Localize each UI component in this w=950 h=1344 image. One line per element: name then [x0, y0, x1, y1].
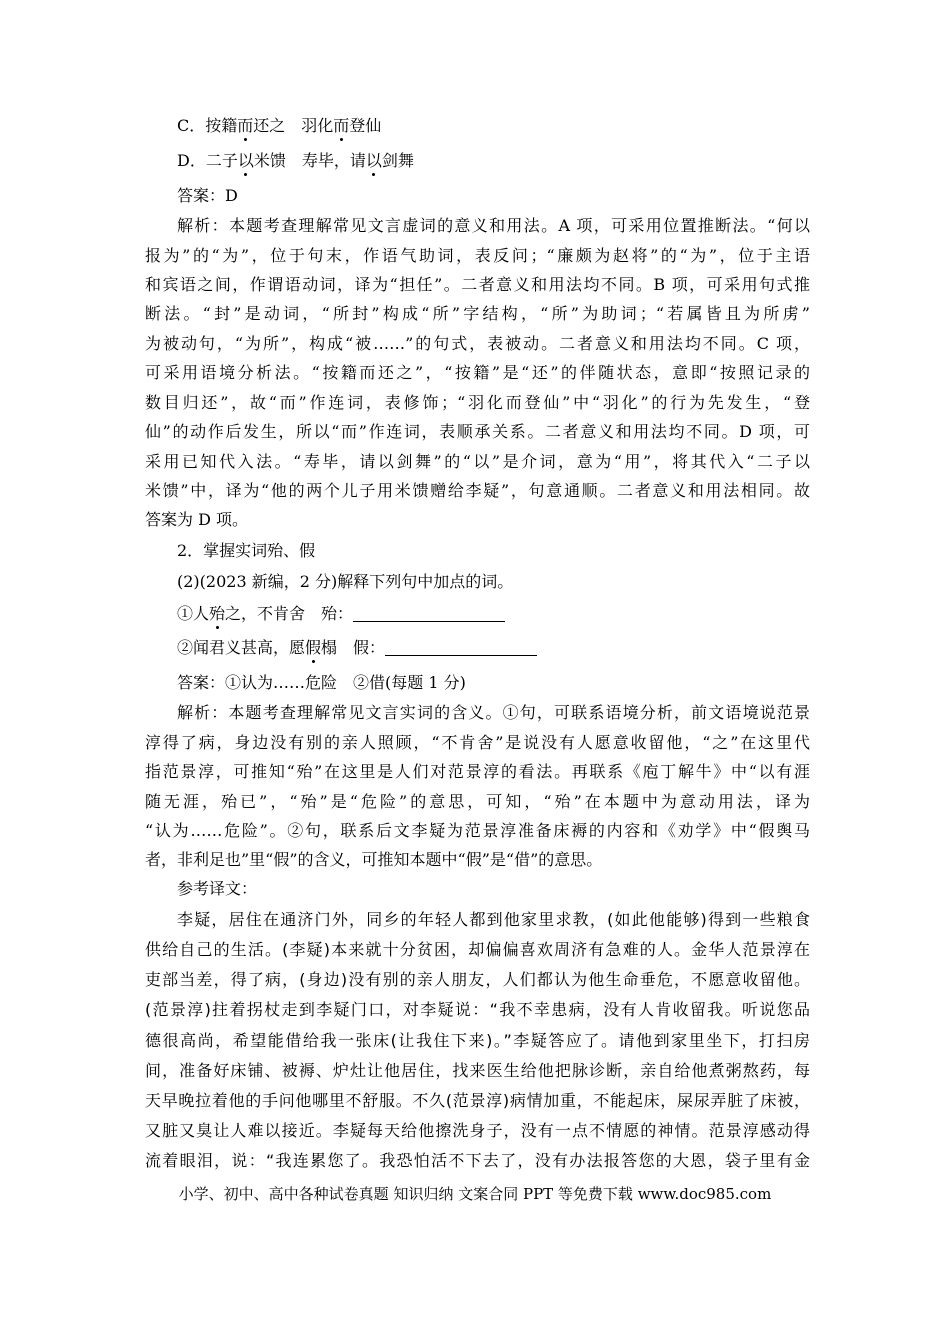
translation-line: 吏部当差，得了病，(身边)没有别的亲人朋友，人们都认为他生命垂危，不愿意收留他。: [145, 970, 810, 989]
section-2-heading: 2．掌握实词殆、假: [177, 541, 316, 560]
emphasis-dot-char: 殆: [209, 604, 226, 623]
analysis-1-line: 米馈”中，译为“他的两个儿子用米馈赠给李疑”，句意通顺。二者意义和用法相同。故: [145, 481, 810, 500]
question-2: (2)(2023 新编，2 分)解释下列句中加点的词。: [177, 572, 514, 591]
question-item-2: ②闻君义甚高，愿假榻 假：: [177, 638, 810, 658]
answer-1: 答案：D: [177, 186, 238, 205]
answer-2: 答案：①认为……危险 ②借(每题 1 分): [177, 673, 466, 692]
analysis-1-line: 为被动句，“为所”，构成“被……”的句式，表被动。二者意义和用法均不同。C 项，: [145, 334, 810, 353]
option-d: D．二子以米馈 寿毕，请以剑舞: [177, 151, 414, 170]
emphasis-dot-char: 假: [305, 638, 322, 657]
translation-line: 流着眼泪，说：“我连累您了。我恐怕活不下去了，没有办法报答您的大恩，袋子里有金: [145, 1151, 810, 1170]
analysis-1-line: 断法。“封”是动词，“所封”构成“所”字结构，“所”为助词；“若属皆且为所虏”: [145, 304, 810, 323]
analysis-2-line: 解析：本题考查理解常见文言实词的含义。①句，可联系语境分析，前文语境说范景: [177, 703, 810, 722]
analysis-1-line: 数目归还”，故“而”作连词，表修饰；“羽化而登仙”中“羽化”的行为先发生，“登: [145, 393, 810, 412]
translation-line: 李疑，居住在通济门外，同乡的年轻人都到他家里求教，(如此他能够)得到一些粮食: [177, 910, 810, 929]
analysis-2-line: 指范景淳，可推知“殆”在这里是人们对范景淳的看法。再联系《庖丁解牛》中“以有涯: [145, 762, 810, 781]
analysis-2-line: 淳得了病，身边没有别的亲人照顾，“不肯舍”是说没有人愿意收留他，“之”在这里代: [145, 733, 810, 752]
answer-blank: [353, 606, 505, 622]
analysis-2-line: 者，非利足也”里“假”的含义，可推知本题中“假”是“借”的意思。: [145, 850, 603, 869]
emphasis-dot-char: 而: [333, 116, 350, 135]
translation-line: 供给自己的生活。(李疑)本来就十分贫困，却偏偏喜欢周济有急难的人。金华人范景淳在: [145, 940, 810, 959]
translation-line: 又脏又臭让人难以接近。李疑每天给他擦洗身子，没有一点不情愿的神情。范景淳感动得: [145, 1121, 810, 1140]
analysis-1-line: 和宾语之间，作谓语动词，译为“担任”。二者意义和用法均不同。B 项，可采用句式推: [145, 275, 810, 294]
option-c: C．按籍而还之 羽化而登仙: [177, 116, 382, 135]
analysis-1-line: 报为”的“为”，位于句末，作语气助词，表反问；“廉颇为赵将”的“为”，位于主语: [145, 246, 810, 265]
analysis-1-line: 解析：本题考查理解常见文言虚词的意义和用法。A 项，可采用位置推断法。“何以: [177, 216, 810, 235]
reference-translation-title: 参考译文：: [177, 879, 258, 898]
emphasis-dot-char: 而: [237, 116, 254, 135]
analysis-2-line: “认为……危险”。②句，联系后文李疑为范景淳准备床褥的内容和《劝学》中“假舆马: [145, 821, 810, 840]
analysis-1-line: 可采用语境分析法。“按籍而还之”，“按籍”是“还”的伴随状态，意即“按照记录的: [145, 363, 810, 382]
analysis-1-line: 答案为 D 项。: [145, 510, 249, 529]
emphasis-dot-char: 以: [237, 151, 254, 170]
emphasis-dot-char: 以: [365, 151, 382, 170]
translation-line: 德很高尚，希望能借给我一张床(让我住下来)。”李疑答应了。请他到家里坐下，打扫房: [145, 1031, 810, 1050]
translation-line: 间，准备好床铺、被褥、炉灶让他居住，找来医生给他把脉诊断，亲自给他煮粥熬药，每: [145, 1061, 810, 1080]
analysis-2-line: 随无涯，殆已”，“殆”是“危险”的意思，可知，“殆”在本题中为意动用法，译为: [145, 792, 810, 811]
question-item-1: ①人殆之，不肯舍 殆：: [177, 604, 810, 624]
translation-line: 天早晚拉着他的手问他哪里不舒服。不久(范景淳)病情加重，不能起床，屎尿弄脏了床被，: [145, 1091, 810, 1110]
translation-line: (范景淳)拄着拐杖走到李疑门口，对李疑说：“我不幸患病，没有人肯收留我。听说您品: [145, 1000, 810, 1019]
analysis-1-line: 采用已知代入法。“寿毕，请以剑舞”的“以”是介词，意为“用”，将其代入“二子以: [145, 452, 810, 471]
answer-blank: [385, 640, 537, 656]
page-footer: 小学、初中、高中各种试卷真题 知识归纳 文案合同 PPT 等免费下载 www.doc985.com: [178, 1185, 772, 1203]
analysis-1-line: 仙”的动作后发生，所以“而”作连词，表顺承关系。二者意义和用法均不同。D 项，可: [145, 422, 810, 441]
